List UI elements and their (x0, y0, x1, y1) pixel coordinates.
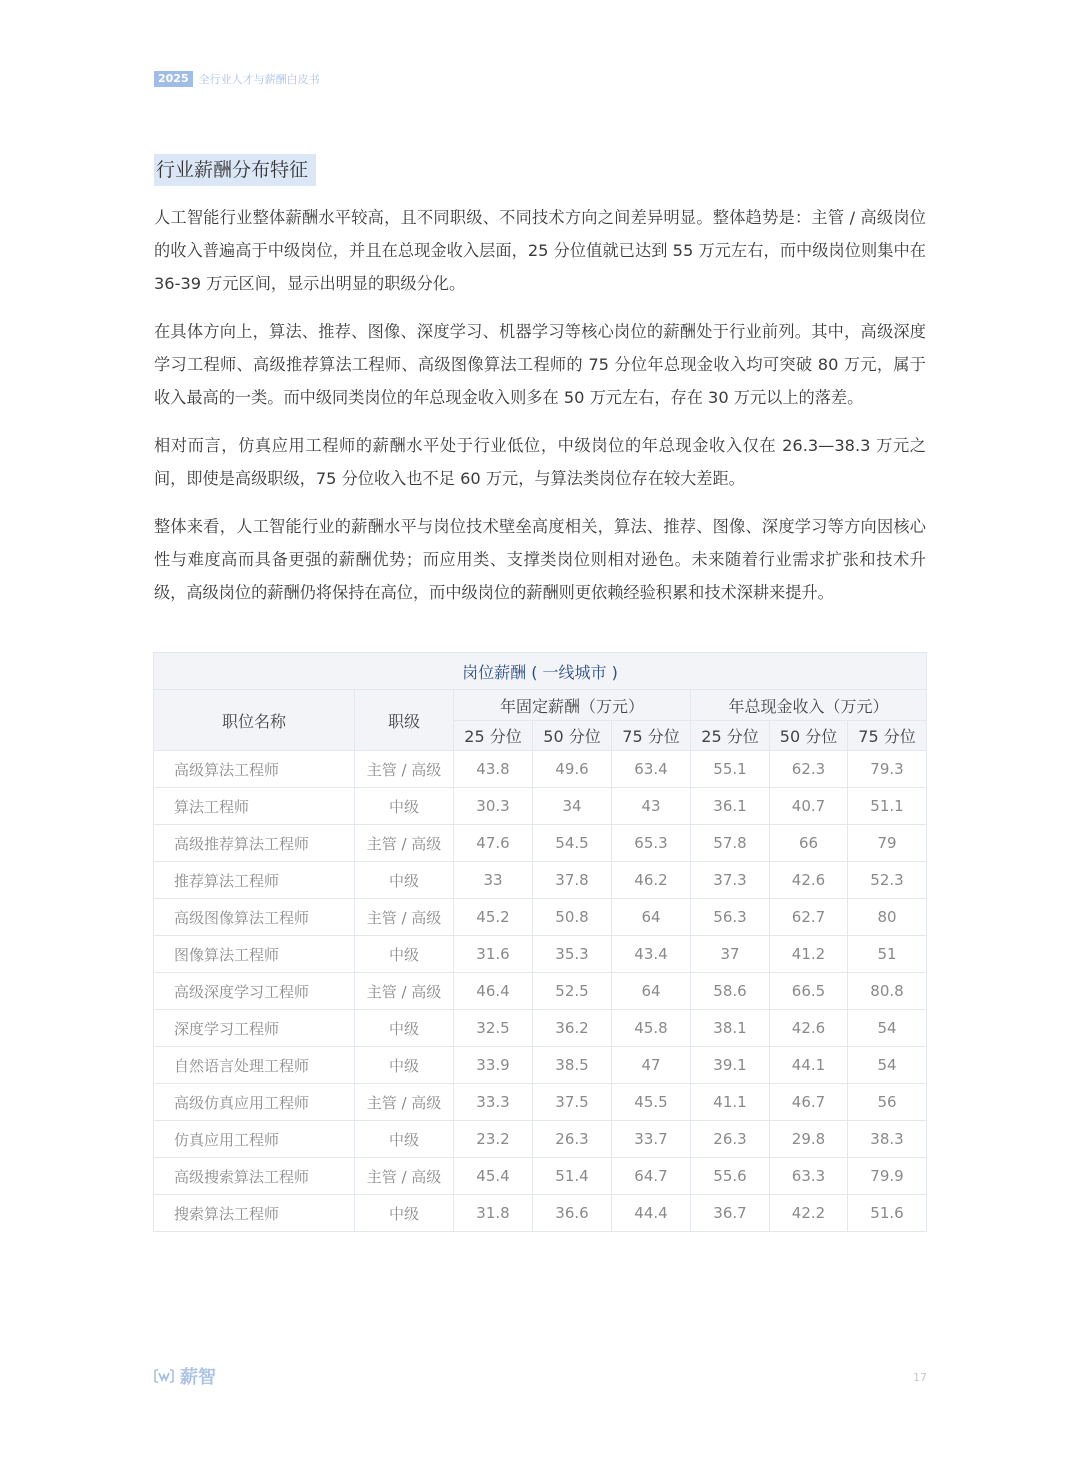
cell-value: 38.1 (691, 1010, 770, 1047)
cell-value: 32.5 (454, 1010, 533, 1047)
cell-value: 33.7 (612, 1121, 691, 1158)
cell-value: 55.1 (691, 751, 770, 788)
cell-value: 49.6 (533, 751, 612, 788)
cell-value: 79.9 (848, 1158, 927, 1195)
cell-level: 中级 (355, 1047, 454, 1084)
col-header-name: 职位名称 (154, 690, 355, 751)
cell-position-name: 高级搜索算法工程师 (154, 1158, 355, 1195)
pct-header: 75 分位 (612, 721, 691, 751)
cell-value: 40.7 (770, 788, 848, 825)
table-row (154, 825, 927, 862)
cell-value: 43.8 (454, 751, 533, 788)
cell-value: 35.3 (533, 936, 612, 973)
cell-level: 中级 (355, 788, 454, 825)
cell-level: 中级 (355, 936, 454, 973)
cell-value: 44.4 (612, 1195, 691, 1232)
brand-logo-icon (154, 1368, 174, 1384)
cell-value: 63.4 (612, 751, 691, 788)
cell-value: 45.4 (454, 1158, 533, 1195)
cell-value: 33 (454, 862, 533, 899)
cell-value: 46.2 (612, 862, 691, 899)
cell-value: 55.6 (691, 1158, 770, 1195)
cell-value: 47 (612, 1047, 691, 1084)
cell-value: 79 (848, 825, 927, 862)
cell-value: 64 (612, 899, 691, 936)
cell-position-name: 图像算法工程师 (154, 936, 355, 973)
cell-value: 80.8 (848, 973, 927, 1010)
cell-value: 51.1 (848, 788, 927, 825)
cell-value: 36.2 (533, 1010, 612, 1047)
cell-level: 中级 (355, 1121, 454, 1158)
cell-value: 26.3 (533, 1121, 612, 1158)
cell-value: 47.6 (454, 825, 533, 862)
group-header-fixed: 年固定薪酬（万元） (454, 690, 691, 721)
cell-value: 52.3 (848, 862, 927, 899)
cell-value: 64 (612, 973, 691, 1010)
table-row (154, 1010, 927, 1047)
table-title: 岗位薪酬 ( 一线城市 ) (154, 653, 927, 690)
cell-level: 主管 / 高级 (355, 1158, 454, 1195)
cell-level: 中级 (355, 862, 454, 899)
cell-value: 41.1 (691, 1084, 770, 1121)
pct-header: 50 分位 (770, 721, 848, 751)
table-row (154, 1195, 927, 1232)
cell-value: 37.8 (533, 862, 612, 899)
cell-value: 45.2 (454, 899, 533, 936)
cell-position-name: 搜索算法工程师 (154, 1195, 355, 1232)
cell-value: 65.3 (612, 825, 691, 862)
table-row (154, 1047, 927, 1084)
cell-value: 52.5 (533, 973, 612, 1010)
pct-header: 50 分位 (533, 721, 612, 751)
table-row (154, 862, 927, 899)
cell-value: 37.5 (533, 1084, 612, 1121)
cell-value: 38.5 (533, 1047, 612, 1084)
cell-value: 43.4 (612, 936, 691, 973)
cell-position-name: 自然语言处理工程师 (154, 1047, 355, 1084)
cell-value: 66.5 (770, 973, 848, 1010)
cell-value: 62.7 (770, 899, 848, 936)
cell-position-name: 推荐算法工程师 (154, 862, 355, 899)
cell-value: 26.3 (691, 1121, 770, 1158)
paragraph: 在具体方向上，算法、推荐、图像、深度学习、机器学习等核心岗位的薪酬处于行业前列。其中，高级深度学习工程师、高级推荐算法工程师、高级图像算法工程师的 75 分位年总现金收入均可突破 80 万元，属于收入最高的一类。而中级同类岗位的年总现金收入则多在 50 万元左右，存在 30 万元以上的落差。 (154, 322, 926, 407)
body-text (154, 201, 926, 624)
cell-value: 63.3 (770, 1158, 848, 1195)
pct-header: 75 分位 (848, 721, 927, 751)
cell-value: 66 (770, 825, 848, 862)
cell-level: 主管 / 高级 (355, 825, 454, 862)
cell-value: 38.3 (848, 1121, 927, 1158)
cell-value: 43 (612, 788, 691, 825)
footer-logo (154, 1363, 216, 1389)
cell-value: 44.1 (770, 1047, 848, 1084)
cell-value: 51.4 (533, 1158, 612, 1195)
cell-value: 45.8 (612, 1010, 691, 1047)
cell-value: 51.6 (848, 1195, 927, 1232)
table-row (154, 788, 927, 825)
cell-value: 54 (848, 1010, 927, 1047)
cell-value: 31.6 (454, 936, 533, 973)
table-body (154, 751, 927, 1232)
cell-value: 64.7 (612, 1158, 691, 1195)
section-title: 行业薪酬分布特征 (154, 154, 316, 186)
col-header-level: 职级 (355, 690, 454, 751)
cell-value: 42.6 (770, 1010, 848, 1047)
cell-value: 23.2 (454, 1121, 533, 1158)
cell-value: 37 (691, 936, 770, 973)
cell-value: 46.4 (454, 973, 533, 1010)
table-row (154, 1084, 927, 1121)
paragraph: 人工智能行业整体薪酬水平较高，且不同职级、不同技术方向之间差异明显。整体趋势是：主管 / 高级岗位的收入普遍高于中级岗位，并且在总现金收入层面，25 分位值就已达到 55 万元左右，而中级岗位则集中在 36-39 万元区间，显示出明显的职级分化。 (154, 208, 926, 293)
cell-value: 46.7 (770, 1084, 848, 1121)
table-row (154, 973, 927, 1010)
cell-position-name: 高级图像算法工程师 (154, 899, 355, 936)
cell-value: 51 (848, 936, 927, 973)
cell-value: 36.6 (533, 1195, 612, 1232)
cell-position-name: 算法工程师 (154, 788, 355, 825)
cell-value: 79.3 (848, 751, 927, 788)
cell-value: 36.7 (691, 1195, 770, 1232)
table-row (154, 751, 927, 788)
cell-value: 54 (848, 1047, 927, 1084)
cell-level: 中级 (355, 1010, 454, 1047)
cell-value: 33.9 (454, 1047, 533, 1084)
cell-value: 50.8 (533, 899, 612, 936)
cell-value: 34 (533, 788, 612, 825)
page-number: 17 (913, 1371, 927, 1384)
cell-value: 33.3 (454, 1084, 533, 1121)
cell-value: 42.6 (770, 862, 848, 899)
pct-header: 25 分位 (454, 721, 533, 751)
cell-position-name: 高级深度学习工程师 (154, 973, 355, 1010)
cell-value: 62.3 (770, 751, 848, 788)
table-row (154, 1158, 927, 1195)
cell-level: 主管 / 高级 (355, 899, 454, 936)
cell-value: 31.8 (454, 1195, 533, 1232)
paragraph: 相对而言，仿真应用工程师的薪酬水平处于行业低位，中级岗位的年总现金收入仅在 26.3—38.3 万元之间，即使是高级职级，75 分位收入也不足 60 万元，与算法类岗位存在较大差距。 (154, 436, 926, 488)
cell-level: 主管 / 高级 (355, 1084, 454, 1121)
cell-level: 中级 (355, 1195, 454, 1232)
paragraph: 整体来看，人工智能行业的薪酬水平与岗位技术壁垒高度相关，算法、推荐、图像、深度学习等方向因核心性与难度高而具备更强的薪酬优势；而应用类、支撑类岗位则相对逊色。未来随着行业需求扩张和技术升级，高级岗位的薪酬仍将保持在高位，而中级岗位的薪酬则更依赖经验积累和技术深耕来提升。 (154, 517, 926, 602)
cell-value: 42.2 (770, 1195, 848, 1232)
cell-position-name: 仿真应用工程师 (154, 1121, 355, 1158)
cell-value: 80 (848, 899, 927, 936)
cell-value: 36.1 (691, 788, 770, 825)
cell-value: 54.5 (533, 825, 612, 862)
cell-value: 45.5 (612, 1084, 691, 1121)
page-header (154, 71, 320, 87)
cell-position-name: 高级仿真应用工程师 (154, 1084, 355, 1121)
table-row (154, 936, 927, 973)
cell-position-name: 深度学习工程师 (154, 1010, 355, 1047)
pct-header: 25 分位 (691, 721, 770, 751)
salary-table (153, 652, 927, 1232)
group-header-total: 年总现金收入（万元） (691, 690, 927, 721)
cell-value: 41.2 (770, 936, 848, 973)
cell-level: 主管 / 高级 (355, 973, 454, 1010)
cell-value: 30.3 (454, 788, 533, 825)
cell-value: 37.3 (691, 862, 770, 899)
cell-value: 29.8 (770, 1121, 848, 1158)
cell-value: 39.1 (691, 1047, 770, 1084)
cell-position-name: 高级推荐算法工程师 (154, 825, 355, 862)
cell-value: 58.6 (691, 973, 770, 1010)
year-badge: 2025 (154, 71, 193, 87)
report-title: 全行业人才与薪酬白皮书 (198, 73, 320, 86)
brand-name: 薪智 (180, 1367, 216, 1388)
cell-level: 主管 / 高级 (355, 751, 454, 788)
cell-value: 57.8 (691, 825, 770, 862)
cell-value: 56 (848, 1084, 927, 1121)
cell-position-name: 高级算法工程师 (154, 751, 355, 788)
table-row (154, 1121, 927, 1158)
table-row (154, 899, 927, 936)
cell-value: 56.3 (691, 899, 770, 936)
